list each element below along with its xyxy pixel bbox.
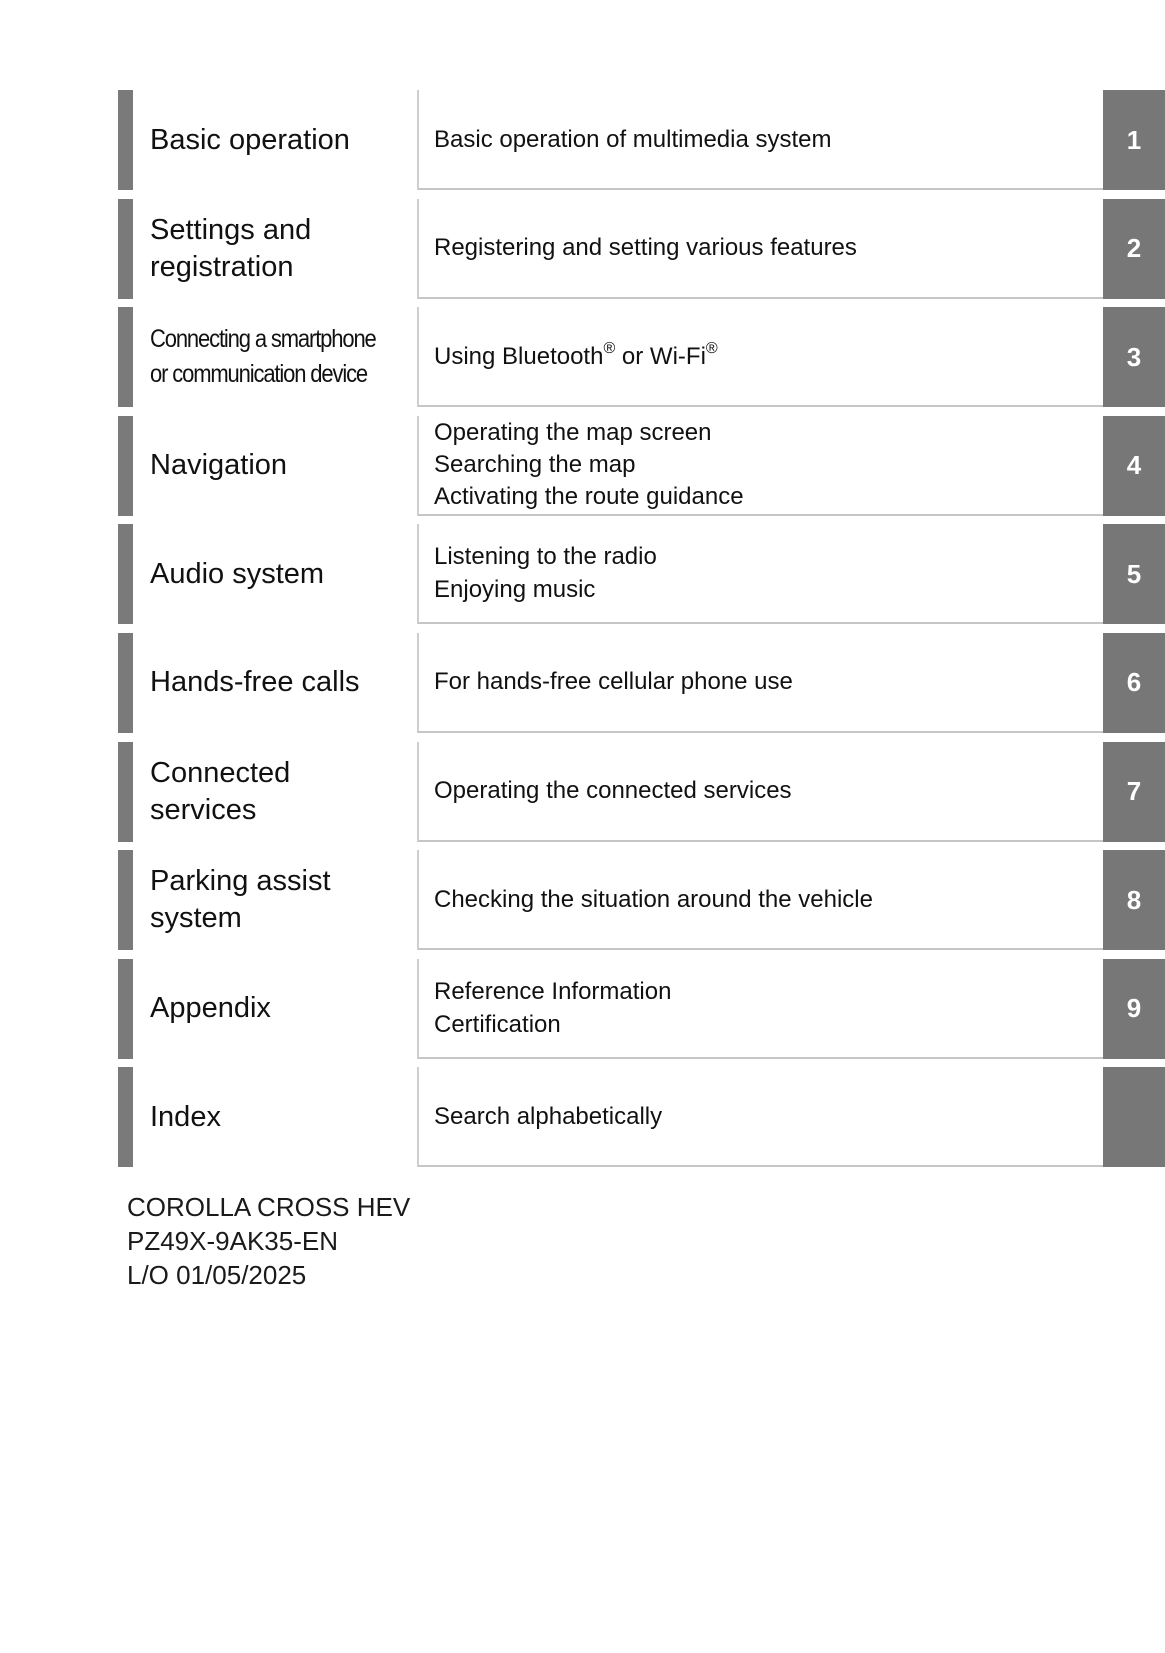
toc-row-connected-services[interactable] [0,742,1165,842]
section-title: Basic operation [150,123,350,156]
section-bar [118,90,133,190]
section-description [434,416,1105,514]
description-line: Registering and setting various features [434,234,857,262]
chapter-tab-5[interactable]: 5 [1103,524,1165,624]
section-bar [118,850,133,950]
chapter-tab-6[interactable]: 6 [1103,633,1165,733]
section-description-cell [417,416,1105,516]
document-footer [127,1190,410,1292]
section-title: Appendix [150,992,271,1025]
section-title: Index [150,1100,221,1133]
chapter-tab-2[interactable]: 2 [1103,199,1165,299]
section-description [434,850,1105,948]
section-title [150,307,414,407]
layout-date: L/O 01/05/2025 [127,1260,307,1290]
section-description-cell [417,959,1105,1059]
description-line: Listening to the radio [434,543,657,571]
description-line [434,340,1105,373]
section-description-cell [417,633,1105,733]
section-description-cell [417,199,1105,299]
description-line: Activating the route guidance [434,482,744,510]
section-description [434,90,1105,188]
description-line: Operating the map screen [434,418,712,446]
description-line: Operating the connected services [434,777,792,805]
section-description [434,307,1105,405]
section-bar [118,1067,133,1167]
section-description-cell [417,850,1105,950]
chapter-tab-9[interactable]: 9 [1103,959,1165,1059]
description-line: Checking the situation around the vehicle [434,885,873,913]
description-line: Certification [434,1010,561,1038]
registered-mark: ® [603,339,616,357]
description-line: Search alphabetically [434,1102,663,1130]
section-title: Settings and registration [150,213,312,283]
toc-row-appendix[interactable] [0,959,1165,1059]
toc-row-connecting-smartphone[interactable] [0,307,1165,407]
section-description-cell [417,742,1105,842]
chapter-tab-3[interactable]: 3 [1103,307,1165,407]
section-title-line: Connecting a smartphone [150,325,376,354]
section-bar [118,959,133,1059]
toc-row-basic-operation[interactable] [0,90,1165,190]
toc-row-parking-assist[interactable] [0,850,1165,950]
chapter-tab-7[interactable]: 7 [1103,742,1165,842]
description-line: Enjoying music [434,576,596,604]
toc-row-index[interactable] [0,1067,1165,1167]
section-title: Audio system [150,557,325,590]
section-description [434,524,1105,622]
section-description [434,959,1105,1057]
section-description [434,199,1105,297]
toc-row-audio-system[interactable] [0,524,1165,624]
description-text: or Wi-Fi [615,342,706,370]
section-description [434,633,1105,731]
section-description [434,742,1105,840]
section-bar [118,199,133,299]
section-bar [118,416,133,516]
section-title: Navigation [150,449,288,482]
chapter-tab-1[interactable]: 1 [1103,90,1165,190]
section-title: Hands-free calls [150,666,360,699]
section-bar [118,524,133,624]
toc-row-settings-registration[interactable] [0,199,1165,299]
section-description-cell [417,307,1105,407]
registered-mark: ® [705,339,718,357]
toc-row-hands-free-calls[interactable] [0,633,1165,733]
section-description [434,1067,1105,1165]
description-line: For hands-free cellular phone use [434,668,793,696]
part-number: PZ49X-9AK35-EN [127,1226,338,1256]
section-description-cell [417,1067,1105,1167]
section-title: Connected services [150,756,291,826]
section-bar [118,633,133,733]
section-bar [118,742,133,842]
chapter-tab-index[interactable] [1103,1067,1165,1167]
description-line: Basic operation of multimedia system [434,125,832,153]
description-line: Searching the map [434,450,636,478]
section-description-cell [417,524,1105,624]
chapter-tab-8[interactable]: 8 [1103,850,1165,950]
description-line: Reference Information [434,977,672,1005]
section-bar [118,307,133,407]
toc-row-navigation[interactable] [0,416,1165,516]
table-of-contents [0,90,1165,1176]
model-name: COROLLA CROSS HEV [127,1192,411,1222]
section-title: Parking assist system [150,865,331,935]
chapter-tab-4[interactable]: 4 [1103,416,1165,516]
section-description-cell [417,90,1105,190]
description-text: Using Bluetooth [434,342,604,370]
section-title-line: or communication device [150,360,368,389]
